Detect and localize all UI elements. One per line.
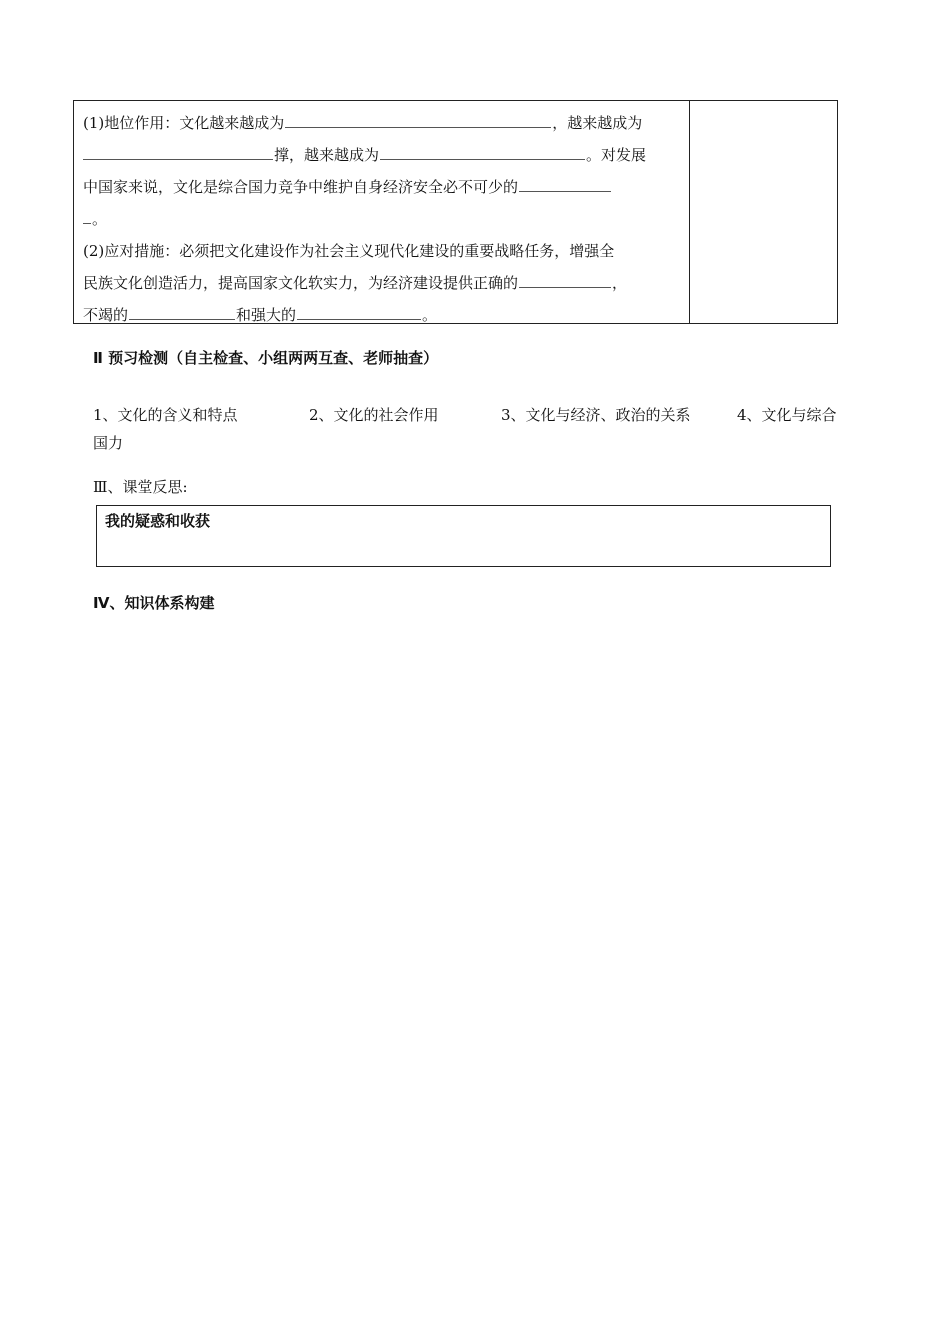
reflection-box[interactable] [96, 505, 831, 567]
reflection-box-label: 我的疑惑和收获 [105, 512, 211, 530]
table-line-2 [83, 139, 681, 171]
line1-text-b: ，越来越成为 [552, 114, 643, 132]
notes-table [73, 100, 838, 324]
line5-text-a: (2)应对措施：必须把文化建设作为社会主义现代化建设的重要战略任务，增强全 [83, 242, 615, 260]
fill-blank-5[interactable] [519, 271, 611, 288]
list-item: 4、文化与综合 [737, 406, 837, 424]
fill-blank-1[interactable] [285, 111, 551, 128]
line6-text-a: 民族文化创造活力，提高国家文化软实力，为经济建设提供正确的 [83, 274, 519, 292]
list-item: 1、文化的含义和特点 [93, 406, 238, 424]
fill-blank-3[interactable] [380, 143, 585, 160]
line1-text-a: (1)地位作用：文化越来越成为 [83, 114, 285, 132]
notes-main-cell [74, 101, 690, 323]
line2-text-b: 撑，越来越成为 [274, 146, 380, 164]
preview-check-items [93, 401, 853, 457]
table-line-3 [83, 171, 681, 203]
fill-blank-2[interactable] [83, 143, 273, 160]
items-row [93, 401, 853, 429]
table-line-1 [83, 107, 681, 139]
line2-text-c: 。对发展 [586, 146, 647, 164]
line7-text-b: 和强大的 [236, 306, 297, 324]
line3-text-a: 中国家来说，文化是综合国力竞争中维护自身经济安全必不可少的 [83, 178, 519, 196]
list-item: 3、文化与经济、政治的关系 [501, 406, 691, 424]
items-row-continued [93, 429, 853, 457]
table-line-5 [83, 235, 681, 267]
fill-blank-4-continued[interactable] [83, 207, 91, 224]
section-4-title: Ⅳ、知识体系构建 [93, 594, 215, 612]
fill-blank-4[interactable] [519, 175, 611, 192]
section-2-title: Ⅱ 预习检测（自主检查、小组两两互查、老师抽查） [93, 349, 439, 367]
table-line-4 [83, 203, 681, 235]
line7-text-c: 。 [422, 306, 438, 324]
fill-blank-7[interactable] [297, 303, 421, 320]
table-line-6 [83, 267, 681, 299]
list-item: 2、文化的社会作用 [309, 406, 439, 424]
table-line-7 [83, 299, 681, 331]
line6-text-b: ， [612, 274, 628, 292]
line7-text-a: 不竭的 [83, 306, 129, 324]
fill-blank-6[interactable] [129, 303, 235, 320]
list-item-continuation: 国力 [93, 434, 124, 452]
notes-side-cell [690, 101, 837, 323]
line4-text-a: 。 [92, 210, 108, 228]
section-3-title: Ⅲ、课堂反思: [93, 478, 188, 496]
